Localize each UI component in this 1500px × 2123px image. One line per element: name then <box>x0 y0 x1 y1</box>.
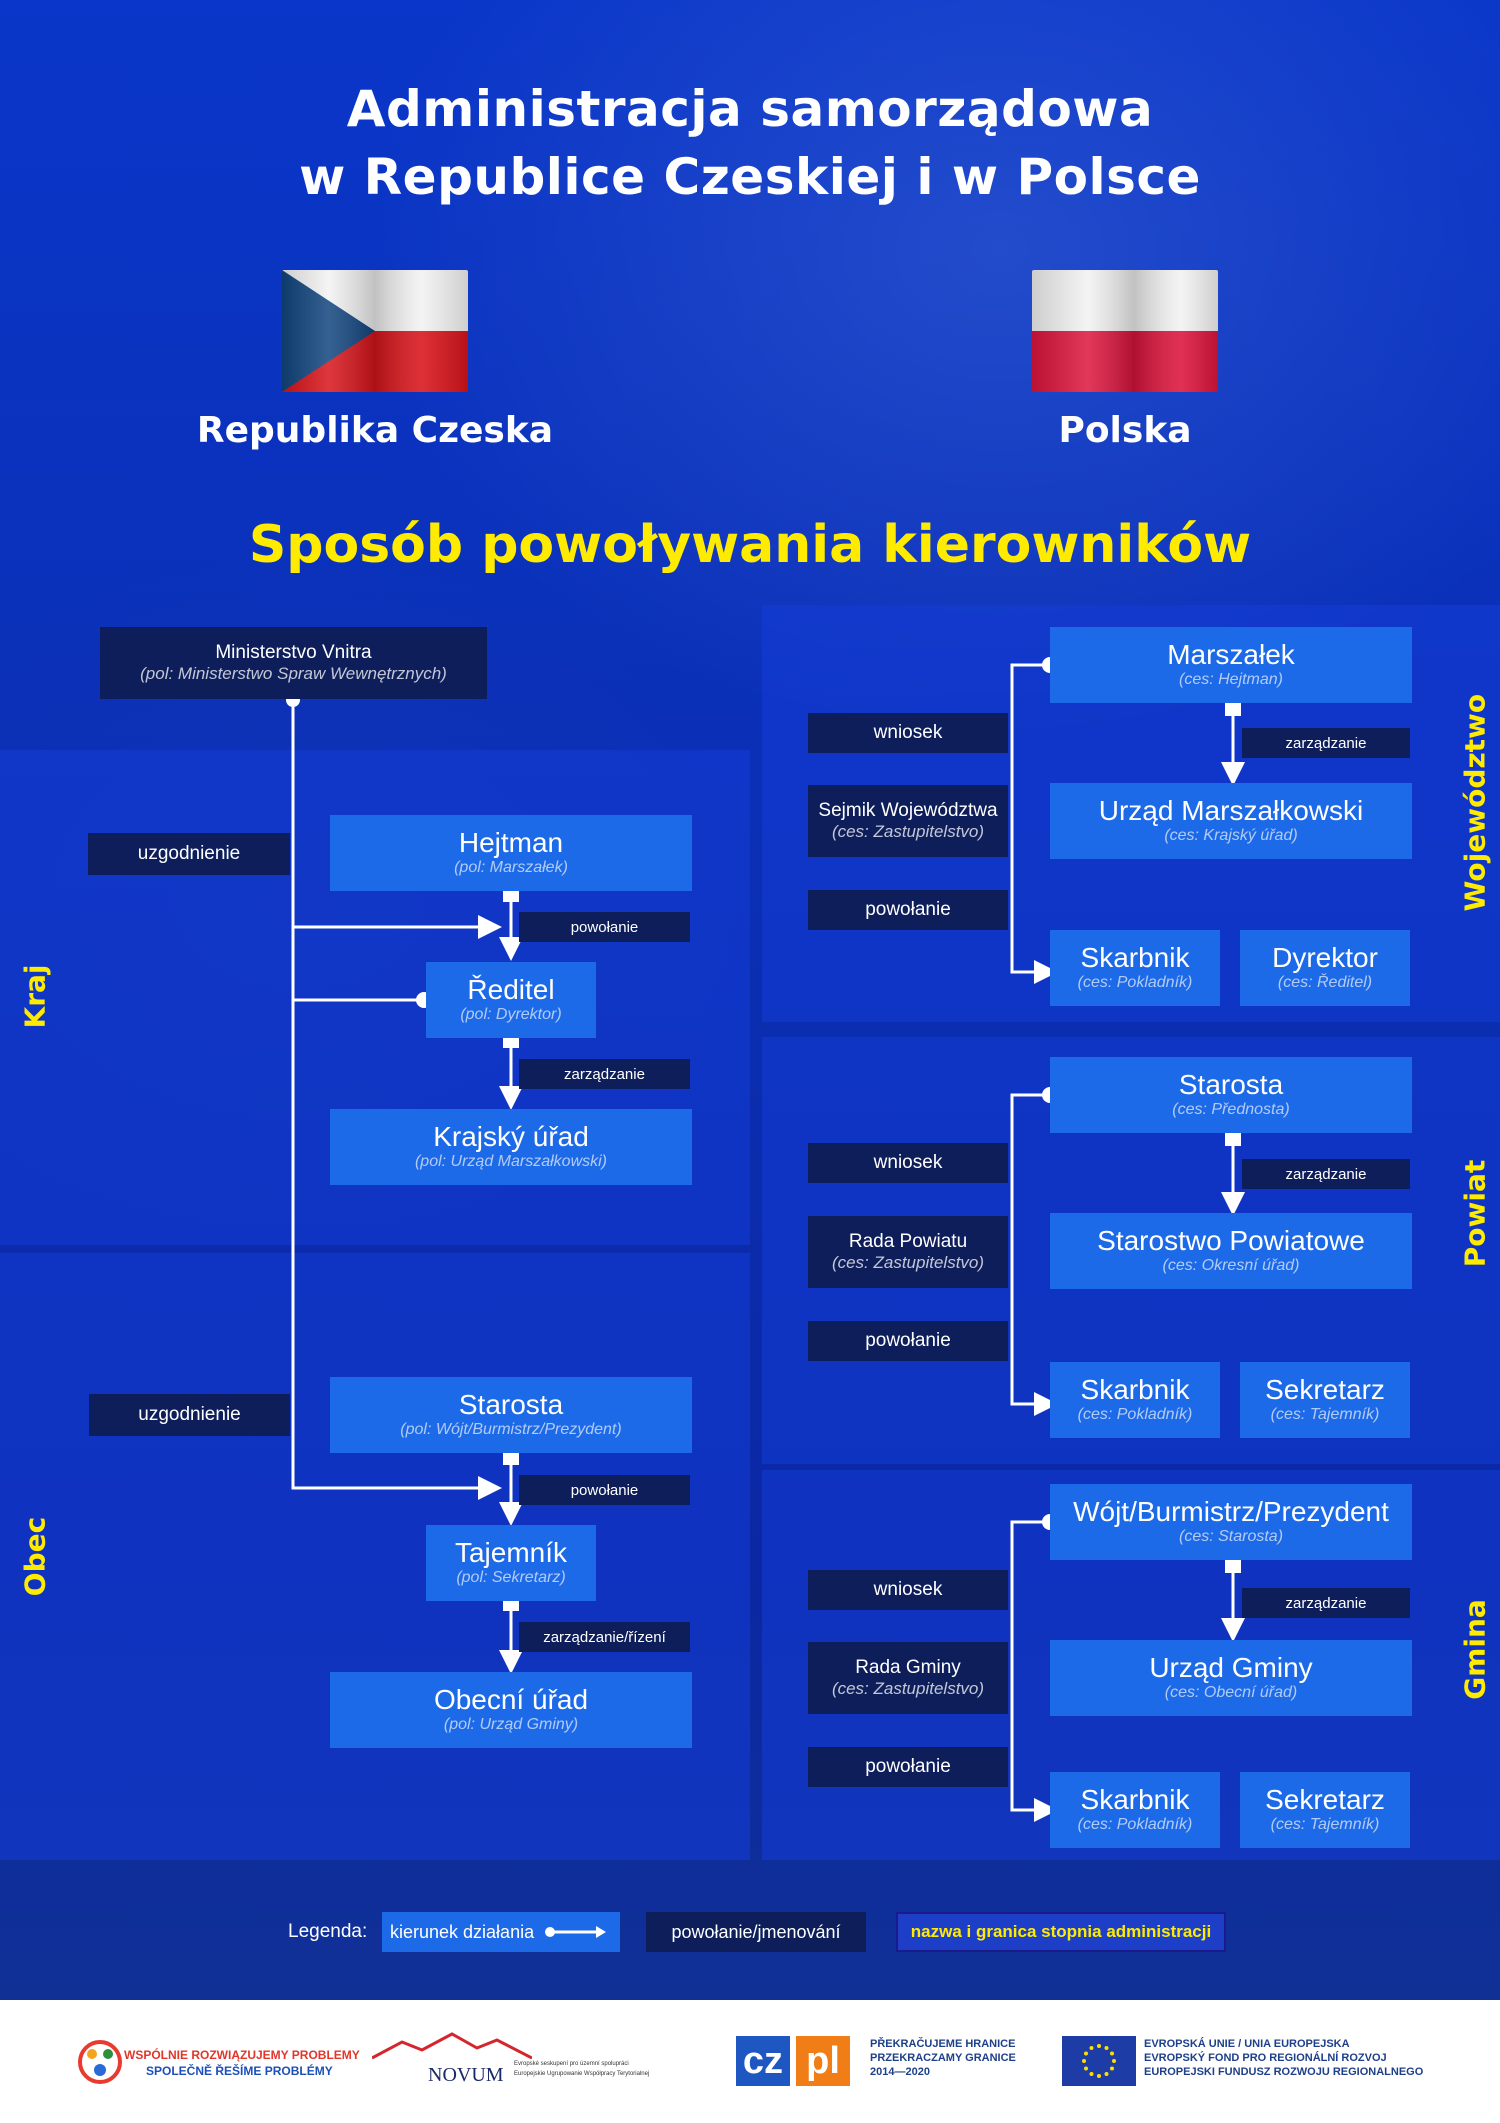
country-czech: Republika Czeska <box>196 410 554 451</box>
woj-director-name: Dyrektor <box>1272 942 1378 973</box>
kraj-manage-tag: zarządzanie <box>519 1059 690 1089</box>
gmina-office-name: Urząd Gminy <box>1149 1652 1313 1683</box>
powiat-secretary-name: Sekretarz <box>1265 1374 1385 1405</box>
powiat-request-label: wniosek <box>808 1143 1008 1183</box>
woj-office-box <box>1050 783 1412 859</box>
powiat-council-note: (ces: Zastupitelstvo) <box>831 1253 985 1272</box>
title-line-2: w Republice Czeskiej i w Polsce <box>299 148 1201 206</box>
gmina-head-note: (ces: Starosta) <box>1178 1528 1284 1545</box>
obec-office-note: (pol: Urząd Gminy) <box>443 1716 579 1733</box>
level-label-obec: Obec <box>18 1516 52 1597</box>
powiat-treasurer-note: (ces: Pokladník) <box>1077 1406 1193 1423</box>
legend-arrow-icon <box>544 1924 608 1940</box>
ministry-name: Ministerstvo Vnitra <box>215 642 372 663</box>
gmina-council-name: Rada Gminy <box>855 1657 961 1678</box>
gmina-treasurer-note: (ces: Pokladník) <box>1077 1816 1193 1833</box>
kraj-reditel-name: Ředitel <box>467 974 555 1005</box>
gmina-council-box <box>808 1642 1008 1714</box>
kraj-appoint-tag: powołanie <box>519 912 690 942</box>
logo4-line2: EVROPSKÝ FOND PRO REGIONÁLNÍ ROZVOJ <box>1144 2052 1387 2064</box>
kraj-office-box <box>330 1109 692 1185</box>
eu-flag-icon <box>1062 2036 1136 2086</box>
kraj-agreement-label: uzgodnienie <box>88 833 290 875</box>
legend-appointment: powołanie/jmenování <box>646 1912 866 1952</box>
logo3-line3: 2014—2020 <box>870 2066 930 2078</box>
powiat-head-note: (ces: Přednosta) <box>1172 1101 1290 1118</box>
legend-level: nazwa i granica stopnia administracji <box>896 1912 1226 1952</box>
powiat-office-name: Starostwo Powiatowe <box>1097 1225 1365 1256</box>
logo4-line1: EVROPSKÁ UNIE / UNIA EUROPEJSKA <box>1144 2038 1350 2050</box>
powiat-council-name: Rada Powiatu <box>848 1231 968 1252</box>
obec-starosta-name: Starosta <box>458 1389 564 1420</box>
powiat-appoint-label: powołanie <box>808 1321 1008 1361</box>
powiat-head-name: Starosta <box>1178 1069 1284 1100</box>
woj-treasurer-note: (ces: Pokladník) <box>1077 974 1193 991</box>
obec-agreement-label: uzgodnienie <box>89 1394 290 1436</box>
powiat-office-box <box>1050 1213 1412 1289</box>
logo2-name: NOVUM <box>428 2064 504 2086</box>
section-subtitle: Sposób powoływania kierowników <box>248 515 1252 575</box>
powiat-manage-tag: zarządzanie <box>1242 1159 1410 1189</box>
kraj-office-name: Krajský úřad <box>433 1121 589 1152</box>
woj-office-note: (ces: Krajský úřad) <box>1164 827 1298 844</box>
woj-council-box <box>808 785 1008 857</box>
woj-director-note: (ces: Ředitel) <box>1277 974 1373 991</box>
logo4-line3: EUROPEJSKI FUNDUSZ ROZWOJU REGIONALNEGO <box>1144 2066 1424 2078</box>
kraj-reditel-note: (pol: Dyrektor) <box>460 1006 562 1023</box>
gmina-secretary-box <box>1240 1772 1410 1848</box>
obec-starosta-note: (pol: Wójt/Burmistrz/Prezydent) <box>400 1421 622 1438</box>
country-poland: Polska <box>1058 410 1192 451</box>
powiat-head-box <box>1050 1057 1412 1133</box>
kraj-reditel-box <box>426 962 596 1038</box>
logo1-line1: WSPÓLNIE ROZWIĄZUJEMY PROBLEMY <box>124 2048 360 2062</box>
logo2-line1: Evropské seskupení pro územní spolupráci <box>514 2061 629 2067</box>
obec-appoint-tag: powołanie <box>519 1475 690 1505</box>
logo3-pl: pl <box>796 2036 850 2086</box>
logo2-line2: Europejskie Ugrupowanie Współpracy Terytorialnej <box>514 2071 650 2077</box>
woj-head-note: (ces: Hejtman) <box>1178 671 1284 688</box>
novum-mountain-icon <box>372 2032 532 2062</box>
powiat-office-note: (ces: Okresní úřad) <box>1162 1257 1300 1274</box>
footer <box>0 2000 1500 2123</box>
ministry-note: (pol: Ministerstwo Spraw Wewnętrznych) <box>140 664 447 683</box>
gmina-secretary-name: Sekretarz <box>1265 1784 1385 1815</box>
obec-office-box <box>330 1672 692 1748</box>
logo3-line2: PRZEKRACZAMY GRANICE <box>870 2052 1016 2064</box>
kraj-hejtman-name: Hejtman <box>458 827 564 858</box>
obec-manage-tag: zarządzanie/řízení <box>519 1622 690 1652</box>
level-label-powiat: Powiat <box>1458 1159 1492 1268</box>
gmina-head-name: Wójt/Burmistrz/Prezydent <box>1073 1496 1389 1527</box>
gmina-office-box <box>1050 1640 1412 1716</box>
ministry-box <box>100 627 487 699</box>
gmina-treasurer-name: Skarbnik <box>1080 1784 1190 1815</box>
woj-council-name: Sejmik Województwa <box>818 800 998 821</box>
gmina-treasurer-box <box>1050 1772 1220 1848</box>
obec-tajemnik-note: (pol: Sekretarz) <box>456 1569 566 1586</box>
gmina-appoint-label: powołanie <box>808 1747 1008 1787</box>
kraj-hejtman-note: (pol: Marszałek) <box>454 859 568 876</box>
level-label-wojewodztwo: Województwo <box>1458 693 1492 912</box>
woj-manage-tag: zarządzanie <box>1242 728 1410 758</box>
woj-request-label: wniosek <box>808 713 1008 753</box>
obec-starosta-box <box>330 1377 692 1453</box>
legend-direction <box>382 1912 620 1952</box>
gmina-request-label: wniosek <box>808 1570 1008 1610</box>
woj-treasurer-name: Skarbnik <box>1080 942 1190 973</box>
powiat-treasurer-name: Skarbnik <box>1080 1374 1190 1405</box>
level-label-gmina: Gmina <box>1458 1599 1492 1700</box>
kraj-office-note: (pol: Urząd Marszałkowski) <box>414 1153 608 1170</box>
woj-office-name: Urząd Marszałkowski <box>1098 795 1364 826</box>
obec-office-name: Obecní úřad <box>433 1684 589 1715</box>
obec-tajemnik-box <box>426 1525 596 1601</box>
woj-treasurer-box <box>1050 930 1220 1006</box>
woj-appoint-label: powołanie <box>808 890 1008 930</box>
people-logo-icon <box>78 2040 122 2084</box>
legend-direction-text: kierunek działania <box>390 1921 535 1942</box>
powiat-secretary-box <box>1240 1362 1410 1438</box>
title-line-1: Administracja samorządowa <box>346 80 1154 138</box>
level-label-kraj: Kraj <box>18 964 52 1029</box>
woj-council-note: (ces: Zastupitelstvo) <box>831 822 985 841</box>
kraj-hejtman-box <box>330 815 692 891</box>
powiat-secretary-note: (ces: Tajemník) <box>1270 1406 1380 1423</box>
logo3-line1: PŘEKRAČUJEME HRANICE <box>870 2038 1016 2050</box>
legend-label: Legenda: <box>288 1921 368 1942</box>
gmina-office-note: (ces: Obecní úřad) <box>1164 1684 1298 1701</box>
powiat-council-box <box>808 1216 1008 1288</box>
obec-tajemnik-name: Tajemník <box>454 1537 568 1568</box>
logo1-line2: SPOLEČNĚ ŘEŠÍME PROBLÉMY <box>146 2064 333 2078</box>
logo3-cz: cz <box>736 2036 790 2086</box>
gmina-head-box <box>1050 1484 1412 1560</box>
woj-head-box <box>1050 627 1412 703</box>
gmina-manage-tag: zarządzanie <box>1242 1588 1410 1618</box>
woj-director-box <box>1240 930 1410 1006</box>
powiat-treasurer-box <box>1050 1362 1220 1438</box>
woj-head-name: Marszałek <box>1167 639 1295 670</box>
gmina-secretary-note: (ces: Tajemník) <box>1270 1816 1380 1833</box>
gmina-council-note: (ces: Zastupitelstvo) <box>831 1679 985 1698</box>
